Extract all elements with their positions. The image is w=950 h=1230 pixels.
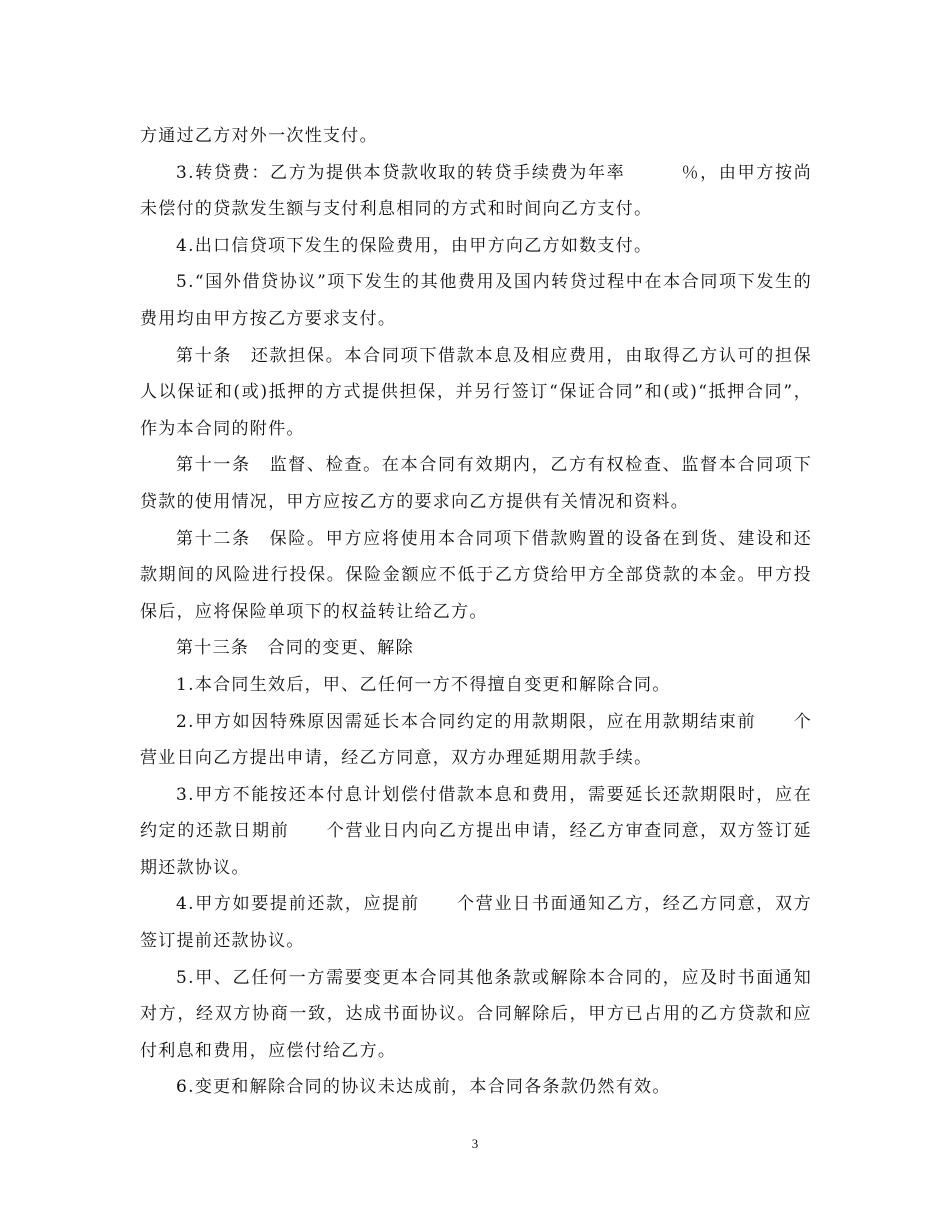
paragraph: 4.出口信贷项下发生的保险费用，由甲方向乙方如数支付。 bbox=[176, 235, 653, 256]
paragraph: 第十二条 保险。甲方应将使用本合同项下借款购置的设备在到货、建设和还款期间的风险进行投保。保险金额应不低于乙方贷给甲方全部贷款的本金。甲方投保后，应将保险单项下的权益转让给乙方。 bbox=[140, 528, 812, 622]
document-body bbox=[140, 118, 812, 1106]
paragraph: 第十条 还款担保。本合同项下借款本息及相应费用，由取得乙方认可的担保人以保证和(或)抵押的方式提供担保，并另行签订“保证合同”和(或)“抵押合同”，作为本合同的附件。 bbox=[140, 345, 812, 439]
section-heading: 第十三条 合同的变更、解除 bbox=[176, 638, 414, 659]
paragraph: 第十一条 监督、检查。在本合同有效期内，乙方有权检查、监督本合同项下贷款的使用情况，甲方应按乙方的要求向乙方提供有关情况和资料。 bbox=[140, 455, 812, 512]
paragraph: 6.变更和解除合同的协议未达成前，本合同各条款仍然有效。 bbox=[176, 1077, 671, 1098]
paragraph: 方通过乙方对外一次性支付。 bbox=[140, 126, 378, 146]
paragraph: 5.“国外借贷协议”项下发生的其他费用及国内转贷过程中在本合同项下发生的费用均由甲方按乙方要求支付。 bbox=[140, 272, 812, 329]
paragraph: 3.转贷费：乙方为提供本贷款收取的转贷手续费为年率 ％，由甲方按尚未偿付的贷款发生额与支付利息相同的方式和时间向乙方支付。 bbox=[140, 162, 812, 220]
paragraph: 4.甲方如要提前还款，应提前 个营业日书面通知乙方，经乙方同意，双方签订提前还款协议。 bbox=[140, 894, 812, 952]
page-number: 3 bbox=[471, 1136, 479, 1151]
paragraph: 2.甲方如因特殊原因需延长本合同约定的用款期限，应在用款期结束前 个营业日向乙方提出申请，经乙方同意，双方办理延期用款手续。 bbox=[140, 711, 812, 769]
paragraph: 5.甲、乙任何一方需要变更本合同其他条款或解除本合同的，应及时书面通知对方，经双方协商一致，达成书面协议。合同解除后，甲方已占用的乙方贷款和应付利息和费用，应偿付给乙方。 bbox=[140, 967, 812, 1061]
paragraph: 3.甲方不能按还本付息计划偿付借款本息和费用，需要延长还款期限时，应在约定的还款日期前 个营业日内向乙方提出申请，经乙方审查同意，双方签订延期还款协议。 bbox=[140, 784, 812, 878]
paragraph: 1.本合同生效后，甲、乙任何一方不得擅自变更和解除合同。 bbox=[176, 674, 671, 695]
